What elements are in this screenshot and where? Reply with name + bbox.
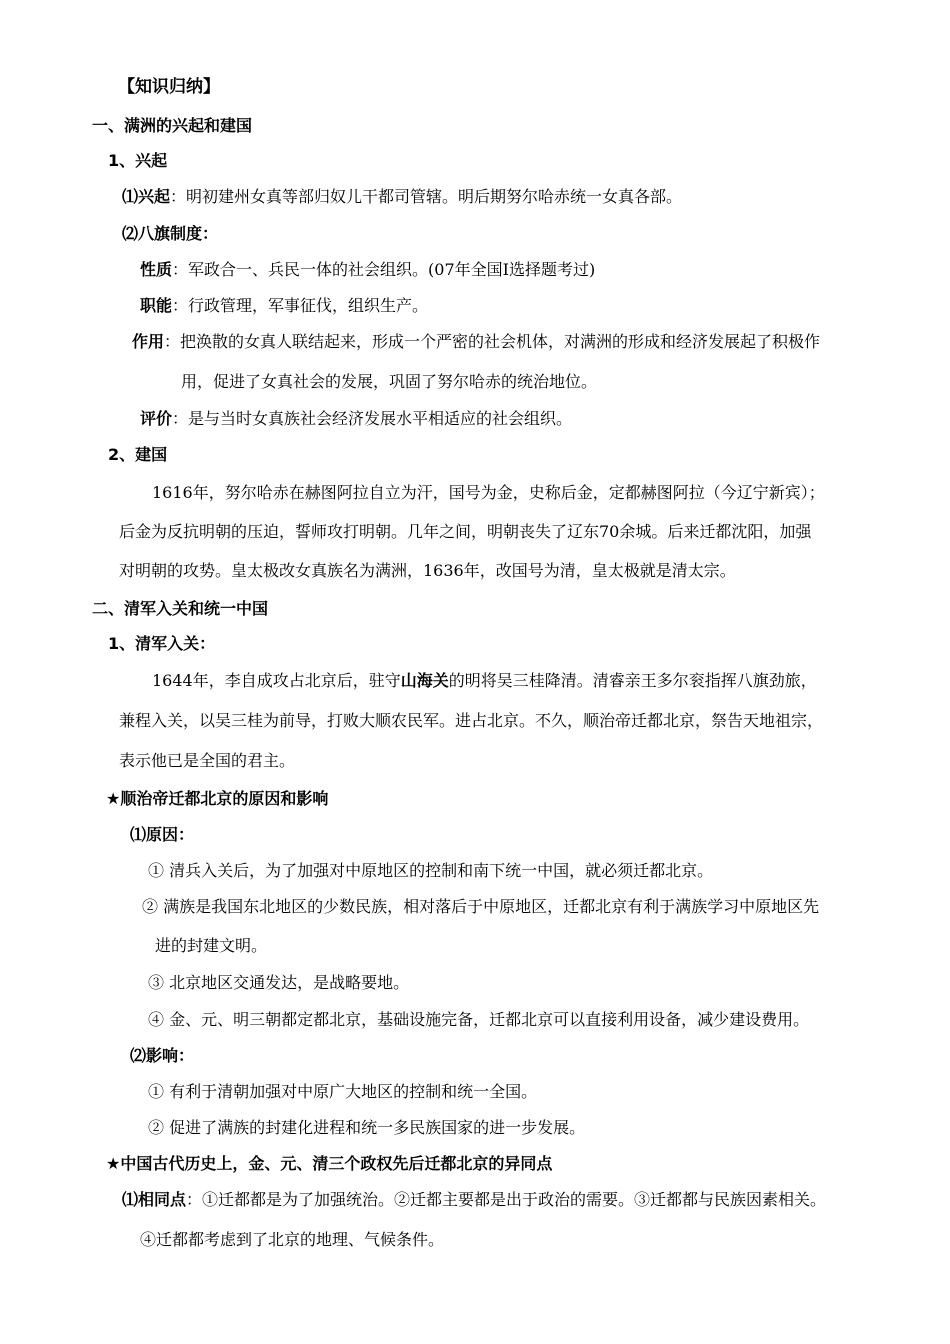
function-paragraph <box>140 295 428 317</box>
effect-text-2: 用，促进了女真社会的发展，巩固了努尔哈赤的统治地位。 <box>181 372 598 391</box>
founding-line-1: 1616年，努尔哈赤在赫图阿拉自立为汗，国号为金，史称后金，定都赫图阿拉（今辽宁新宾）； <box>152 483 825 502</box>
evaluation-label: 评价 <box>140 409 173 428</box>
effect-text-1: ：把涣散的女真人联结起来，形成一个严密的社会机体，对满洲的形成和经济发展起了积极作 <box>164 332 821 351</box>
function-text: ：行政管理，军事征伐，组织生产。 <box>172 296 429 315</box>
entry-line-1 <box>152 670 817 692</box>
founding-line-3: 对明朝的攻势。皇太极改女真族名为满洲，1636年，改国号为清，皇太极就是清太宗。 <box>119 561 736 580</box>
similarities-text-1: ：①迁都都是为了加强统治。②迁都主要都是出于政治的需要。③迁都都与民族因素相关。 <box>186 1190 827 1209</box>
similarities-paragraph <box>122 1189 826 1211</box>
impact-title: ⑵影响： <box>130 1046 195 1065</box>
evaluation-paragraph <box>140 408 572 430</box>
entry-text-a: 1644年，李自成攻占北京后，驻守 <box>152 671 401 690</box>
rise-text: ：明初建州女真等部归奴儿干都司管辖。明后期努尔哈赤统一女真各部。 <box>170 187 683 206</box>
reason-3: ③ 北京地区交通发达，是战略要地。 <box>148 973 410 992</box>
nature-label: 性质 <box>140 260 173 279</box>
impact-1: ① 有利于清朝加强对中原广大地区的控制和统一全国。 <box>148 1082 538 1101</box>
function-label: 职能 <box>140 296 173 315</box>
similarities-label: ⑴相同点 <box>122 1190 187 1209</box>
section-title-1: 一、满洲的兴起和建国 <box>92 116 253 135</box>
reason-2-line-2: 进的封建文明。 <box>155 936 268 955</box>
nature-text: ：军政合一、兵民一体的社会组织。(07年全国Ⅰ选择题考过) <box>172 260 596 279</box>
founding-line-2: 后金为反抗明朝的压迫，誓师攻打明朝。几年之间，明朝丧失了辽东70余城。后来迁都沈阳，加强 <box>119 522 812 541</box>
subsection-title-rise: 1、兴起 <box>108 151 168 170</box>
banner-system-title: ⑵八旗制度： <box>122 224 219 243</box>
impact-2: ② 促进了满族的封建化进程和统一多民族国家的进一步发展。 <box>148 1118 586 1137</box>
reasons-title: ⑴原因： <box>130 825 195 844</box>
entry-line-3: 表示他已是全国的君主。 <box>119 751 296 770</box>
comparison-title: ★中国古代历史上，金、元、清三个政权先后迁都北京的异同点 <box>106 1154 553 1173</box>
shunzhi-title: ★顺治帝迁都北京的原因和影响 <box>106 789 329 808</box>
subsection-title-entry: 1、清军入关： <box>108 634 216 653</box>
section-header: 【知识归纳】 <box>118 77 220 97</box>
reason-4: ④ 金、元、明三朝都定都北京，基础设施完备，迁都北京可以直接利用设备，减少建设费用。 <box>148 1010 810 1029</box>
shanhaiguan-text: 山海关 <box>400 671 449 690</box>
entry-text-c: 的明将吴三桂降清。清睿亲王多尔衮指挥八旗劲旅， <box>448 671 817 690</box>
similarities-text-2: ④迁都都考虑到了北京的地理、气候条件。 <box>140 1230 445 1249</box>
entry-line-2: 兼程入关，以吴三桂为前导，打败大顺农民军。进占北京。不久，顺治帝迁都北京，祭告天地祖宗， <box>119 711 824 730</box>
effect-label: 作用 <box>132 332 165 351</box>
nature-paragraph <box>140 259 595 281</box>
rise-label: ⑴兴起 <box>122 187 171 206</box>
rise-paragraph <box>122 186 682 208</box>
reason-1: ① 清兵入关后，为了加强对中原地区的控制和南下统一中国，就必须迁都北京。 <box>148 861 714 880</box>
evaluation-text: ：是与当时女真族社会经济发展水平相适应的社会组织。 <box>172 409 573 428</box>
reason-2-line-1: ② 满族是我国东北地区的少数民族，相对落后于中原地区，迁都北京有利于满族学习中原地区先 <box>142 897 820 916</box>
effect-paragraph <box>132 331 820 353</box>
section-title-2: 二、清军入关和统一中国 <box>92 599 269 618</box>
subsection-title-founding: 2、建国 <box>108 445 168 464</box>
